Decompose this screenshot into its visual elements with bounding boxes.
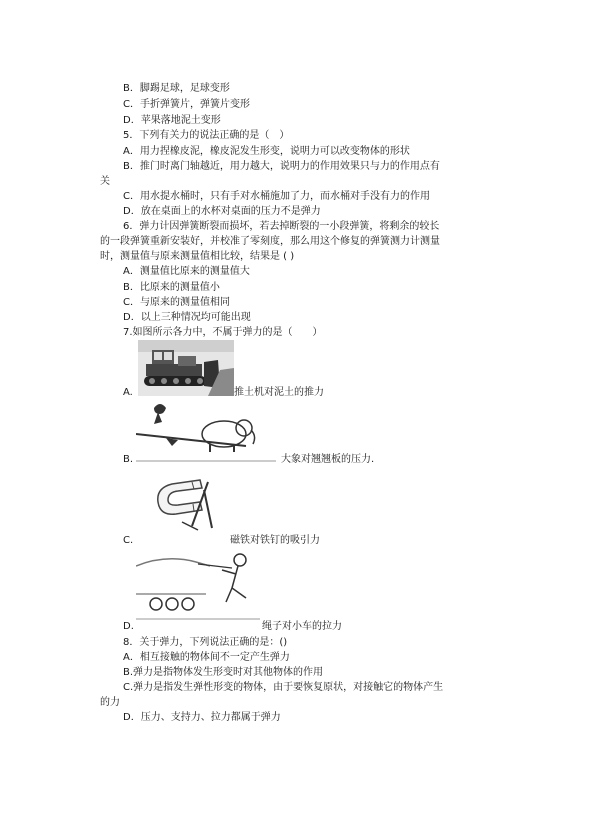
q5-option-d: D．放在桌面上的水杯对桌面的压力不是弹力 [123, 206, 321, 217]
q7-option-b-letter: B. [123, 454, 134, 465]
q8-option-c-line1: C.弹力是指发生弹性形变的物体，由于要恢复原状，对接触它的物体产生 [123, 682, 444, 693]
q6-stem-line2: 的一段弹簧重新安装好，并校准了零刻度，那么用这个修复的弹簧测力计测量 [100, 236, 440, 247]
q7-option-d-letter: D. [123, 621, 134, 632]
q8-stem: 8．关于弹力，下列说法正确的是：() [123, 637, 288, 648]
q6-option-c: C．与原来的测量值相同 [123, 297, 230, 308]
q5-option-c: C．用水提水桶时，只有手对水桶施加了力，而水桶对手没有力的作用 [123, 191, 430, 202]
q6-option-b: B．比原来的测量值小 [123, 282, 220, 293]
q7-option-d-text: 绳子对小车的拉力 [262, 621, 342, 632]
q5-option-a: A．用力捏橡皮泥，橡皮泥发生形变，说明力可以改变物体的形状 [123, 146, 410, 157]
q6-option-a: A．测量值比原来的测量值大 [123, 266, 250, 277]
q8-option-b: B.弹力是指物体发生形变时对其他物体的作用 [123, 667, 324, 678]
q7-stem: 7.如图所示各力中，不属于弹力的是（ ） [123, 327, 323, 338]
q6-option-d: D．以上三种情况均可能出现 [123, 312, 251, 323]
q5-option-b-line1: B．推门时离门轴越近，用力越大，说明力的作用效果只与力的作用点有 [123, 161, 440, 172]
rope-cart-figure [136, 546, 260, 620]
q8-option-a: A．相互接触的物体间不一定产生弹力 [123, 652, 290, 663]
elephant-seesaw-figure [136, 398, 276, 462]
q4-option-c: C．手折弹簧片，弹簧片变形 [123, 99, 250, 110]
q8-option-d: D．压力、支持力、拉力都属于弹力 [123, 712, 281, 723]
q4-option-d: D．苹果落地泥土变形 [123, 115, 221, 126]
q7-option-a-letter: A. [123, 387, 133, 398]
q5-stem: 5．下列有关力的说法正确的是（ ） [123, 130, 290, 141]
q4-option-b: B．脚踢足球，足球变形 [123, 83, 230, 94]
q7-option-a-text: 推土机对泥土的推力 [234, 387, 324, 398]
q6-stem-line1: 6．弹力计因弹簧断裂而损坏，若去掉断裂的一小段弹簧，将剩余的较长 [123, 221, 440, 232]
q7-option-c-letter: C. [123, 535, 134, 546]
bulldozer-figure [138, 340, 234, 396]
q7-option-c-text: 磁铁对铁钉的吸引力 [230, 535, 320, 546]
q6-stem-line3: 时，测量值与原来测量值相比较，结果是 ( ) [100, 251, 295, 262]
q8-option-c-line2: 的力 [100, 697, 120, 708]
magnet-nail-figure [152, 470, 224, 534]
q5-option-b-line2: 关 [100, 176, 110, 187]
q7-option-b-text: 大象对翘翘板的压力. [281, 454, 375, 465]
